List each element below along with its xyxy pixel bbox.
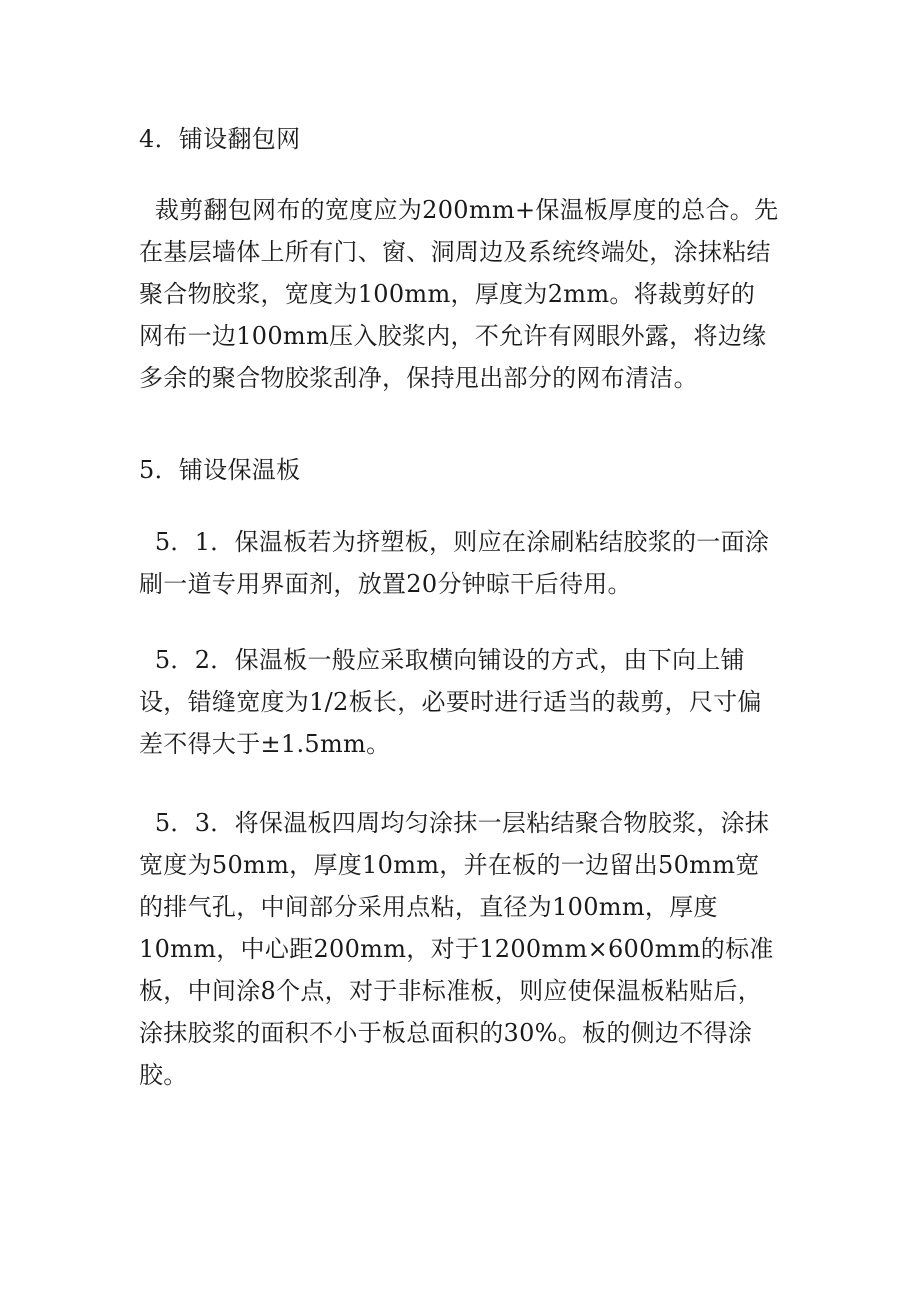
paragraph-5-3: 5．3．将保温板四周均匀涂抹一层粘结聚合物胶浆，涂抹宽度为50mm，厚度10mm，并在板的一边留出50mm宽的排气孔，中间部分采用点粘，直径为100mm，厚度10mm，中心距200mm，对于1200mm×600mm的标准板，中间涂8个点，对于非标准板，则应使保温板粘贴后，涂抹胶浆的面积不小于板总面积的30%。板的侧边不得涂胶。: [139, 809, 774, 1089]
section-heading-4: 4．铺设翻包网: [139, 125, 301, 153]
paragraph-5-2: 5．2．保温板一般应采取横向铺设的方式，由下向上铺设，错缝宽度为1/2板长，必要时进行适当的裁剪，尺寸偏差不得大于±1.5mm。: [139, 646, 762, 758]
section-heading-5: 5．铺设保温板: [139, 456, 301, 484]
paragraph-5-1: 5．1．保温板若为挤塑板，则应在涂刷粘结胶浆的一面涂刷一道专用界面剂，放置20分钟晾干后待用。: [139, 528, 770, 598]
paragraph-mesh-cutting: 裁剪翻包网布的宽度应为200mm+保温板厚度的总合。先在基层墙体上所有门、窗、洞周边及系统终端处，涂抹粘结聚合物胶浆，宽度为100mm，厚度为2mm。将裁剪好的网布一边100mm压入胶浆内，不允许有网眼外露，将边缘多余的聚合物胶浆刮净，保持甩出部分的网布清洁。: [139, 196, 779, 392]
